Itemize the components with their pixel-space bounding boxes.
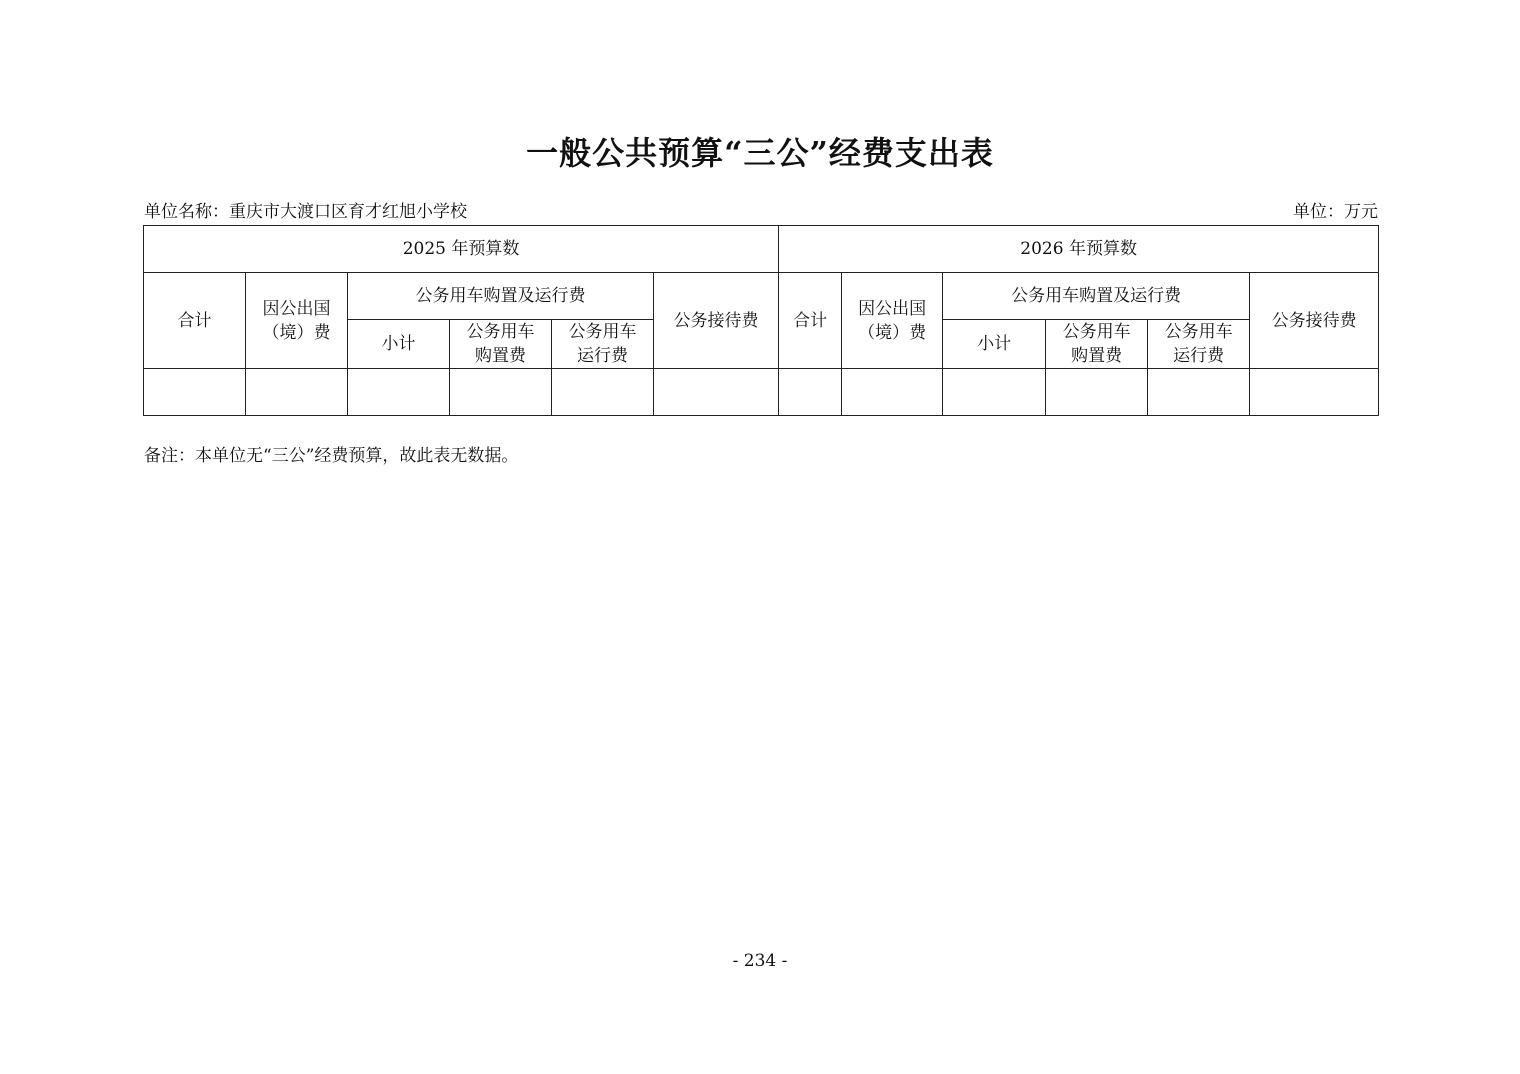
abroad-header-2025 bbox=[246, 273, 348, 369]
data-cell bbox=[552, 369, 654, 416]
subtotal-header-2025: 小计 bbox=[348, 320, 450, 369]
purchase-header-2025 bbox=[450, 320, 552, 369]
year-header-row bbox=[144, 226, 1379, 273]
vehicle-group-header-2025: 公务用车购置及运行费 bbox=[348, 273, 654, 320]
purchase-header-line2: 购置费 bbox=[475, 346, 526, 366]
reception-header-2025: 公务接待费 bbox=[654, 273, 779, 369]
operation-header-line1: 公务用车 bbox=[1164, 322, 1233, 342]
abroad-header-line2: （境）费 bbox=[262, 322, 331, 343]
data-cell bbox=[1148, 369, 1250, 416]
budget-table bbox=[143, 225, 1379, 416]
page-title: 一般公共预算“三公”经费支出表 bbox=[526, 134, 994, 172]
operation-header-line2: 运行费 bbox=[577, 346, 628, 366]
abroad-header-line2: （境）费 bbox=[858, 322, 927, 343]
year-2026-header: 2026 年预算数 bbox=[779, 226, 1379, 273]
operation-header-line1: 公务用车 bbox=[568, 322, 637, 342]
meta-row bbox=[144, 197, 1378, 221]
table-row bbox=[144, 369, 1379, 416]
data-cell bbox=[1250, 369, 1379, 416]
page-number: - 234 - bbox=[732, 951, 788, 971]
purchase-header-line2: 购置费 bbox=[1071, 346, 1123, 366]
abroad-header-line1: 因公出国 bbox=[858, 298, 927, 319]
data-cell bbox=[779, 369, 842, 416]
purchase-header-2026 bbox=[1046, 320, 1148, 369]
column-header-row bbox=[144, 273, 1379, 320]
abroad-header-line1: 因公出国 bbox=[262, 298, 331, 319]
data-cell bbox=[1046, 369, 1148, 416]
footnote: 备注：本单位无“三公”经费预算，故此表无数据。 bbox=[144, 446, 519, 466]
abroad-header-2026 bbox=[842, 273, 943, 369]
data-cell bbox=[144, 369, 246, 416]
operation-header-2026 bbox=[1148, 320, 1250, 369]
unit-label: 单位：万元 bbox=[1293, 202, 1378, 222]
purchase-header-line1: 公务用车 bbox=[466, 322, 535, 342]
subtotal-header-2026: 小计 bbox=[943, 320, 1046, 369]
total-header-2026: 合计 bbox=[779, 273, 842, 369]
year-2025-header: 2025 年预算数 bbox=[144, 226, 779, 273]
data-cell bbox=[246, 369, 348, 416]
vehicle-group-header-2026: 公务用车购置及运行费 bbox=[943, 273, 1250, 320]
operation-header-line2: 运行费 bbox=[1173, 346, 1225, 366]
unit-name: 单位名称：重庆市大渡口区育才红旭小学校 bbox=[144, 202, 467, 222]
data-cell bbox=[654, 369, 779, 416]
data-cell bbox=[943, 369, 1046, 416]
data-cell bbox=[450, 369, 552, 416]
reception-header-2026: 公务接待费 bbox=[1250, 273, 1379, 369]
total-header-2025: 合计 bbox=[144, 273, 246, 369]
purchase-header-line1: 公务用车 bbox=[1062, 322, 1131, 342]
data-cell bbox=[842, 369, 943, 416]
operation-header-2025 bbox=[552, 320, 654, 369]
data-cell bbox=[348, 369, 450, 416]
